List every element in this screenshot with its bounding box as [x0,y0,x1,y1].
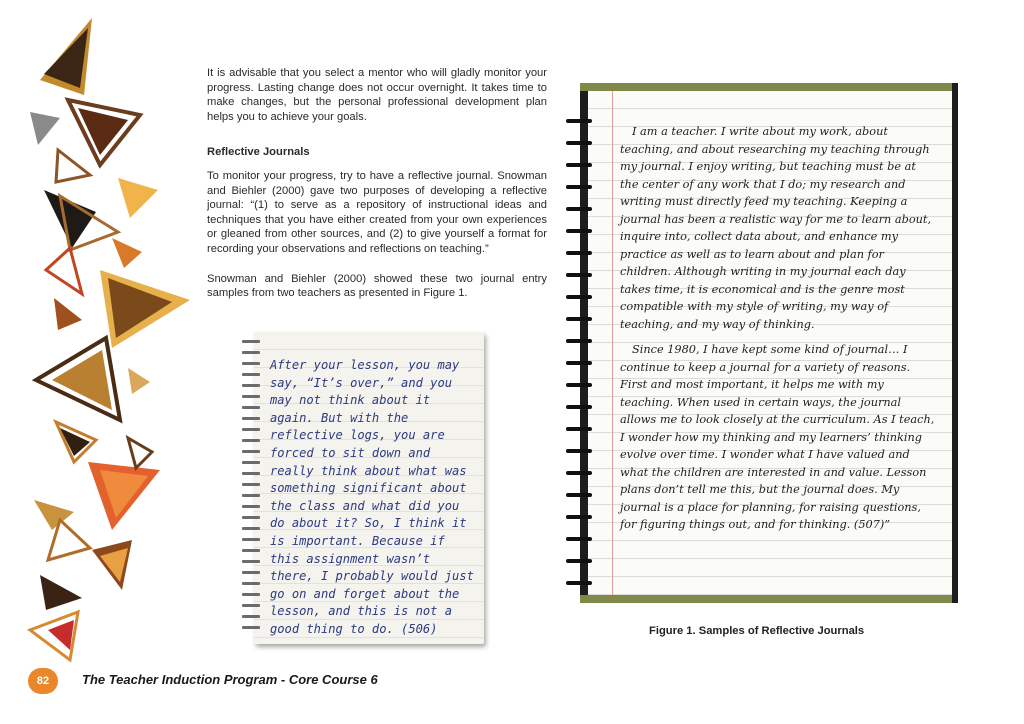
spiral-binding [564,119,594,589]
journal-paragraph-2: Since 1980, I have kept some kind of journal… I continue to keep a journal for a variety of reasons. First and most important, it helps me with my teaching. When used in certain ways, the journal allows me to look closely at the curriculum. As I teach, I wonder how my thinking and my learners’ thinking evolve over time. I wonder what I have valued and what the children are interested in and value. Lesson plans don’t tell me this, but the journal does. My journal is a place for planning, for raising questions, for figuring things out, and for thinking. (507)” [620,343,935,531]
journal-entry-small: After your lesson, you may say, “It’s over,” and you may not think about it again. But with the reflective logs, you are forced to sit down and really think about what was something significant about the class and what did you do about it? So, I think it is important. Because if this assignment wasn’t there, I probably would just go on and forget about the lesson, and this is not a good thing to do. (506) [270,358,474,636]
spiral-binding [240,340,262,640]
margin-line [612,91,613,595]
body-text [207,66,547,301]
journal-sample-small [240,332,484,644]
journal-paragraph-1: I am a teacher. I write about my work, about teaching, and about researching my teaching through my journal. I enjoy writing, but teaching must be at the center of any work that I do; my research and writing must directly feed my teaching. Keeping a journal has been a realistic way for me to learn about, inquire into, collect data about, and enhance my practice as well as to learn about and plan for children. Although writing in my journal each day takes time, it is economical and is the genre most compatible with my style of writing, my way of teaching, and my way of thinking. [620,125,932,331]
journal-entry-large [620,123,936,534]
journal-sample-large [564,83,960,605]
section-heading: Reflective Journals [207,146,310,159]
page-number: 82 [28,668,58,694]
notebook-edge-bottom [580,595,952,603]
paragraph-reflective-journals: To monitor your progress, try to have a reflective journal. Snowman and Biehler (2000) gave two purposes of developing a reflective journal: “(1) to serve as a repository of instructional ideas and techniques that you have either created from your own experiences or gleaned from other sources, and (2) to give yourself a format for recording your observations and reflections on teaching.” [207,169,547,255]
paragraph-intro: It is advisable that you select a mentor who will gladly monitor your progress. Lasting change does not occur overnight. It takes time to make changes, but the personal professional development plan helps you to achieve your goals. [207,67,547,123]
notebook-edge-top [580,83,952,91]
decorative-triangles [0,0,200,700]
paragraph-figure-intro: Snowman and Biehler (2000) showed these two journal entry samples from two teachers as presented in Figure 1. [207,272,547,300]
figure-caption: Figure 1. Samples of Reflective Journals [649,625,865,637]
footer-title: The Teacher Induction Program - Core Course 6 [82,672,378,687]
